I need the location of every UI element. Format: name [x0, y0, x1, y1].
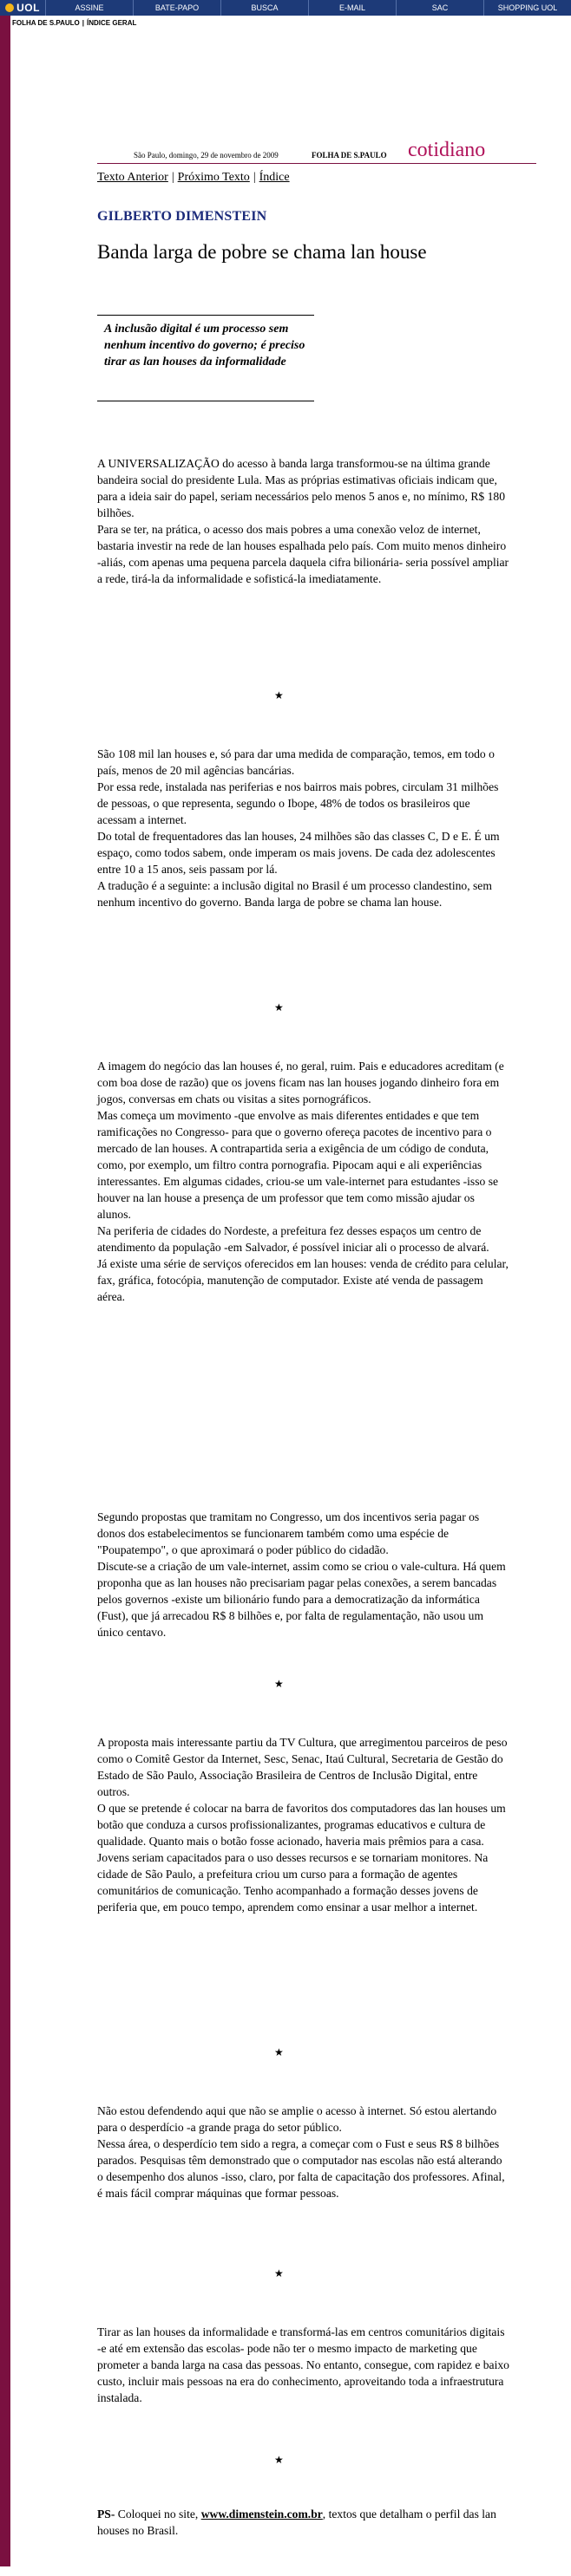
section-divider-star: ★	[274, 1001, 284, 1014]
author-name: GILBERTO DIMENSTEIN	[97, 209, 267, 224]
paragraph: A proposta mais interessante partiu da TV Cultura, que arregimentou parceiros de peso como o Comitê Gestor da Internet, Sesc, Senac, Itaú Cultural, Secretaria de Gestão do Estado de São Paulo, Associação Brasileira de Centros de Inclusão Digital, entre outros.	[97, 1736, 508, 1798]
deck-divider-top	[97, 315, 314, 316]
paragraph: Já existe uma série de serviços oferecidos em lan houses: venda de crédito para celular, fax, gráfica, fotocópia, manutenção de computador. Existe até venda de passagem aérea.	[97, 1257, 509, 1303]
index-link[interactable]: Índice	[259, 171, 290, 184]
paragraph: Na periferia de cidades do Nordeste, a prefeitura fez desses espaços um centro de atendimento da população -em Salvador, é possível iniciar ali o processo de alvará.	[97, 1224, 489, 1254]
sub-header: FOLHA DE S.PAULO | ÍNDICE GERAL	[12, 19, 137, 27]
paragraph: São 108 mil lan houses e, só para dar uma medida de comparação, temos, em todo o país, menos de 20 mil agências bancárias.	[97, 747, 495, 777]
paragraph: A UNIVERSALIZAÇÃO do acesso à banda larga transformou-se na última grande bandeira social do presidente Lula. Mas as próprias estimativas oficiais indicam que, para a ideia sair do papel, seriam necessários pelo menos 5 anos e, no mínimo, R$ 180 bilhões.	[97, 457, 505, 519]
paragraph: A imagem do negócio das lan houses é, no geral, ruim. Pais e educadores acreditam (e com boa dose de razão) que os jovens ficam nas lan houses jogando dinheiro fora em jogos, conversas em chats ou visitas a sites pornográficos.	[97, 1060, 504, 1105]
article-section-2	[97, 746, 510, 910]
paragraph: A tradução é a seguinte: a inclusão digital no Brasil é um processo clandestino, sem nenhum incentivo do governo. Banda larga de pobre se chama lan house.	[97, 879, 492, 909]
nav-busca[interactable]: BUSCA	[220, 0, 308, 16]
section-divider-star: ★	[274, 689, 284, 701]
nav-email[interactable]: E-MAIL	[308, 0, 396, 16]
indice-geral-link[interactable]: ÍNDICE GERAL	[87, 19, 137, 27]
nav-sac[interactable]: SAC	[396, 0, 483, 16]
ps-label: PS-	[97, 2508, 115, 2521]
uol-top-bar	[0, 0, 571, 16]
article-section-6	[97, 2103, 510, 2201]
prev-text-link[interactable]: Texto Anterior	[97, 171, 168, 184]
folha-link[interactable]: FOLHA DE S.PAULO	[12, 19, 80, 27]
paragraph: Jovens seriam capacitados para o uso desses recursos e se tornariam monitores. Na cidade de São Paulo, a prefeitura criou um curso para a formação de agentes comunitários de comunicação. Tenho acompanhado a formação desses jovens de periferia que, em pouco tempo, aprendem como ensinar a usar melhor a internet.	[97, 1851, 489, 1914]
article-section-3	[97, 1058, 510, 1305]
nav-shopping-uol[interactable]: SHOPPING UOL	[483, 0, 571, 16]
postscript	[97, 2506, 510, 2539]
article-section-7	[97, 2324, 510, 2406]
nav-bate-papo[interactable]: BATE-PAPO	[133, 0, 220, 16]
paragraph: Nessa área, o desperdício tem sido a regra, a começar com o Fust e seus R$ 8 bilhões parados. Pesquisas têm demonstrado que o computador nas escolas não está alterando o desempenho dos alunos -isso, claro, por falta de capacitação dos professores. Afinal, é mais fácil comprar máquinas que formar pessoas.	[97, 2137, 505, 2200]
paragraph: Para se ter, na prática, o acesso dos mais pobres a uma conexão veloz de internet, bastaria investir na rede de lan houses espalhada pelo país. Com muito menos dinheiro -aliás, com apenas uma pequena parcela daquela cifra bilionária- seria possível ampliar a rede, tirá-la da informalidade e sofisticá-la imediatamente.	[97, 523, 509, 585]
paragraph: Do total de frequentadores das lan houses, 24 milhões são das classes C, D e E. É um espaço, como todos sabem, onde imperam os mais jovens. De cada dez adolescentes entre 10 a 15 anos, seis passam por lá.	[97, 830, 500, 876]
ps-text-after: , textos que detalham o perfil das lan houses no Brasil.	[97, 2508, 496, 2537]
left-sidebar-bar	[0, 0, 10, 2566]
dateline: São Paulo, domingo, 29 de novembro de 2009	[134, 151, 279, 160]
next-text-link[interactable]: Próximo Texto	[177, 171, 250, 184]
article-section-5	[97, 1734, 510, 1915]
paragraph: Segundo propostas que tramitam no Congresso, um dos incentivos seria pagar os donos dos estabelecimentos se funcionarem também como uma espécie de "Poupatempo", o que aproximará o poder público do cidadão.	[97, 1510, 480, 1556]
article-title: Banda larga de pobre se chama lan house	[97, 241, 427, 263]
paragraph: Por essa rede, instalada nas periferias e nos bairros mais pobres, circulam 31 milhões de pessoas, o que representa, segundo o Ibope, 48% de todos os brasileiros que acessam a internet.	[97, 780, 499, 826]
paragraph: Mas começa um movimento -que envolve as mais diferentes entidades e que tem ramificações no Congresso- para que o governo ofereça pacotes de incentivo para o mercado de lan houses. A contrapartida seria a exigência de um código de conduta, como, por exemplo, um filtro contra pornografia. Pipocam aqui e ali experiências interessantes. Em algumas cidades, criou-se um vale-internet para estudantes -isso se houver na lan house a presença de um professor que tem como missão ajudar os alunos.	[97, 1109, 499, 1221]
section-divider-star: ★	[274, 2267, 284, 2279]
paragraph: Não estou defendendo aqui que não se amplie o acesso à internet. Só estou alertando para o desperdício -a grande praga do setor público.	[97, 2104, 497, 2134]
top-nav	[45, 0, 571, 16]
section-divider-star: ★	[274, 1678, 284, 1690]
paragraph: Tirar as lan houses da informalidade e transformá-las em centros comunitários digitais -e até em extensão das escolas- pode não ter o mesmo impacto de marketing que prometer a banda larga na casa das pessoas. No entanto, consegue, com rapidez e baixo custo, incluir mais pessoas na era do conhecimento, aproveitando toda a infraestrutura instalada.	[97, 2325, 509, 2404]
article-section-4	[97, 1509, 510, 1640]
paragraph: Discute-se a criação de um vale-internet, assim como se criou o vale-cultura. Há quem proponha que as lan houses não precisariam pagar pelas conexões, a serem bancadas pelos governos -existe um bilionário fundo para a democratização da informática (Fust), que já arrecadou R$ 8 bilhões e, por falta de regulamentação, não usou um único centavo.	[97, 1560, 506, 1639]
article-deck: A inclusão digital é um processo sem nenhum incentivo do governo; é preciso tirar as lan houses da informalidade	[104, 323, 305, 368]
article-nav: Texto Anterior | Próximo Texto | Índice	[97, 171, 290, 184]
masthead	[97, 130, 536, 164]
uol-logo-icon	[5, 3, 14, 12]
section-divider-star: ★	[274, 2454, 284, 2466]
uol-logo-text: UOL	[16, 2, 40, 14]
nav-links-container	[97, 169, 536, 186]
article-section-1	[97, 455, 510, 587]
section-name: cotidiano	[408, 139, 486, 161]
ps-site-link[interactable]: www.dimenstein.com.br	[200, 2508, 323, 2521]
brand-name: FOLHA DE S.PAULO	[312, 151, 387, 160]
section-divider-star: ★	[274, 2046, 284, 2058]
nav-assine[interactable]: ASSINE	[45, 0, 133, 16]
uol-logo[interactable]	[0, 0, 45, 16]
ps-text-before: Coloquei no site,	[115, 2508, 201, 2521]
paragraph: O que se pretende é colocar na barra de favoritos dos computadores das lan houses um botão que conduza a cursos profissionalizantes, programas educativos e cultura de qualidade. Quanto mais o botão fosse acionado, haveria mais prêmios para a casa.	[97, 1802, 506, 1848]
